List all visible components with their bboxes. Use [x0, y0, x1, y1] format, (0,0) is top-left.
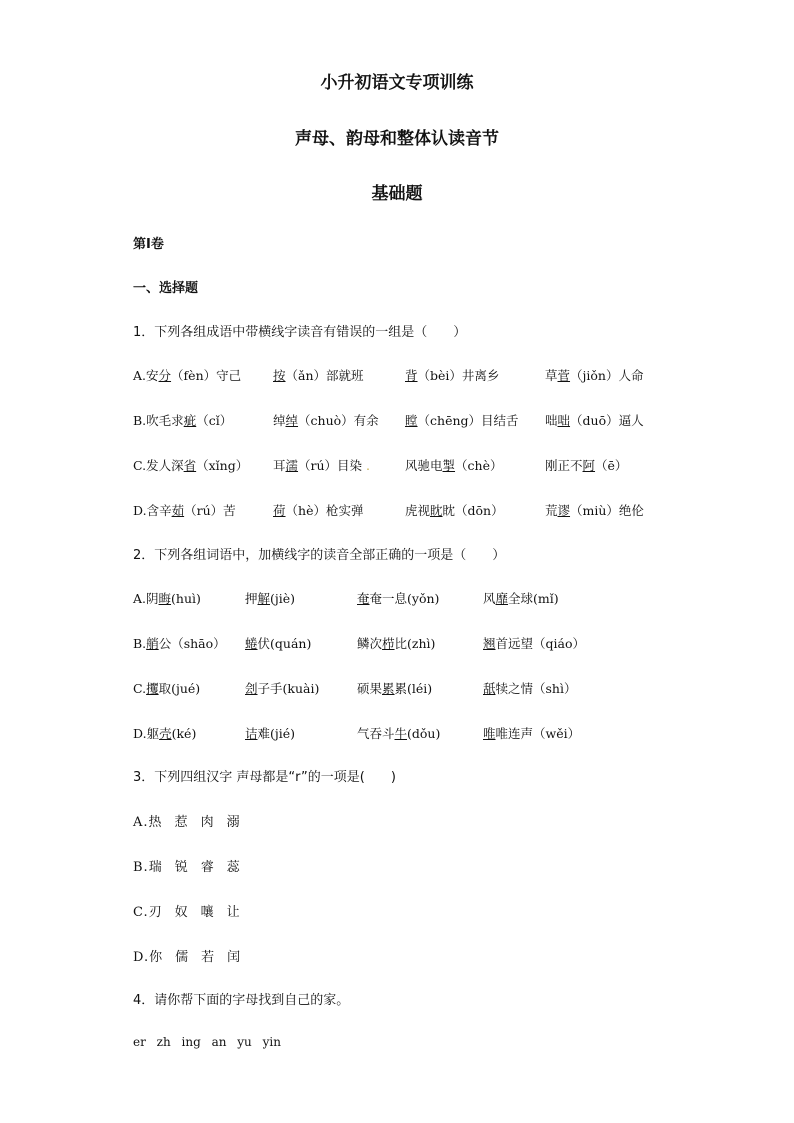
underlined-char: 刽: [245, 681, 258, 696]
option-label: B.: [133, 636, 147, 651]
option-char: 肉: [200, 815, 215, 830]
option-char: 溺: [226, 815, 241, 830]
q2-option-item: [357, 679, 432, 697]
question-1-stem: 1．下列各组成语中带横线字读音有错误的一组是（ ）: [133, 325, 467, 340]
item-text: 阴: [146, 591, 159, 606]
item-text: 耳: [273, 458, 286, 473]
q2-option-item: [245, 724, 295, 742]
q3-option-row: [133, 901, 253, 920]
option-label: C.: [133, 681, 147, 696]
item-pinyin: （ǎn）部就班: [285, 368, 364, 383]
underlined-char: 掣: [442, 458, 456, 473]
item-pinyin: （jiǒn）人命: [570, 368, 644, 383]
section-heading: 一、选择题: [133, 281, 199, 296]
q2-option-item: [357, 589, 439, 607]
item-pinyin: （chè）: [455, 458, 503, 473]
item-pinyin: 全球(mǐ): [508, 591, 559, 606]
item-pinyin: 奄一息(yǒn): [369, 591, 440, 606]
q2-option-row: [133, 724, 733, 744]
q1-option-item: [405, 411, 519, 429]
underlined-char: 靡: [495, 591, 509, 606]
item-pinyin: （rú）苦: [184, 503, 236, 518]
underlined-char: 分: [158, 368, 172, 383]
underlined-char: 绰: [285, 413, 299, 428]
underlined-char: 省: [183, 458, 197, 473]
option-char: 瑞: [148, 860, 163, 875]
q1-option-item: [273, 501, 363, 519]
q3-option-row: [133, 811, 253, 830]
option-label: B.: [133, 413, 147, 428]
q2-option-row: [133, 589, 733, 609]
option-char: 刃: [148, 905, 163, 920]
option-char: 锐: [174, 860, 189, 875]
underlined-char: 背: [405, 368, 418, 383]
item-text: 鳞次: [357, 636, 383, 651]
option-char: 若: [201, 950, 216, 965]
item-pinyin: （cǐ）: [196, 413, 233, 428]
stray-dot: .: [362, 458, 371, 473]
item-pinyin: 眈（dōn）: [442, 503, 504, 518]
item-pinyin: 比(zhì): [394, 636, 436, 651]
underlined-char: 眈: [430, 503, 443, 518]
option-char: 让: [226, 905, 241, 920]
item-pinyin: 子手(kuài): [257, 681, 320, 696]
item-pinyin: （bèi）井离乡: [417, 368, 500, 383]
item-text: 咄: [545, 413, 558, 428]
q3-option-row: [133, 946, 253, 965]
option-label: D.: [133, 726, 147, 741]
q1-option-item: [273, 411, 379, 429]
item-text: 气吞斗: [357, 726, 395, 741]
item-pinyin: （duō）逼人: [570, 413, 644, 428]
underlined-char: 奄: [357, 591, 370, 606]
option-label: A.: [133, 815, 149, 830]
q2-option-item: [483, 724, 580, 742]
q2-option-item: [483, 589, 559, 607]
underlined-char: 舐: [483, 681, 496, 696]
underlined-char: 艄: [146, 636, 159, 651]
item-text: 绰: [273, 413, 286, 428]
q1-option-item: [545, 411, 644, 429]
letter-list: er zh ing an yu yin: [133, 1035, 281, 1049]
item-pinyin: 难(jié): [257, 726, 296, 741]
item-pinyin: (huì): [171, 591, 201, 606]
underlined-char: 瞠: [405, 413, 418, 428]
option-label: D.: [133, 503, 147, 518]
item-text: 含辛: [146, 503, 172, 518]
underlined-char: 按: [273, 368, 286, 383]
option-char: 你: [149, 950, 164, 965]
item-text: 荒: [545, 503, 558, 518]
q2-option-item: [245, 634, 311, 652]
q1-option-row: [133, 456, 733, 476]
question-4-stem: 4．请你帮下面的字母找到自己的家。: [133, 993, 350, 1008]
underlined-char: 茹: [171, 503, 185, 518]
item-text: 风驰电: [405, 458, 443, 473]
doc-level: 基础题: [371, 184, 423, 204]
item-pinyin: 首远望（qiáo）: [495, 636, 585, 651]
q2-option-item: [483, 634, 585, 652]
underlined-char: 咄: [557, 413, 571, 428]
q1-option-row: [133, 501, 733, 521]
underlined-char: 疵: [183, 413, 197, 428]
item-pinyin: （fèn）守己: [171, 368, 242, 383]
q3-option-row: [133, 856, 253, 875]
q2-option-item: [357, 724, 440, 742]
item-pinyin: （xǐng）: [196, 458, 249, 473]
underlined-char: 累: [382, 681, 395, 696]
option-char: 奴: [174, 905, 189, 920]
q1-option-item: [405, 456, 502, 474]
option-char: 闰: [227, 950, 242, 965]
item-pinyin: 唯连声（wěi）: [495, 726, 581, 741]
item-pinyin: 伏(quán): [257, 636, 312, 651]
q1-option-row: [133, 366, 733, 386]
q2-option-row: [133, 679, 733, 699]
option-char: 蕊: [226, 860, 241, 875]
underlined-char: 解: [257, 591, 271, 606]
volume-heading: 第Ⅰ卷: [133, 237, 164, 252]
q2-option-item: [133, 634, 226, 652]
q2-option-item: [483, 679, 576, 697]
underlined-char: 阿: [582, 458, 596, 473]
item-pinyin: （rú）目染: [298, 458, 363, 473]
q1-option-item: [405, 501, 504, 519]
q1-option-item: [133, 366, 241, 384]
underlined-char: 唯: [483, 726, 496, 741]
item-text: 风: [483, 591, 496, 606]
item-pinyin: （ē）: [595, 458, 628, 473]
item-text: 吹毛求: [146, 413, 184, 428]
q1-option-item: [405, 366, 499, 384]
q1-option-item: [545, 456, 627, 474]
q1-option-item: [133, 501, 236, 519]
underlined-char: 翘: [483, 636, 496, 651]
underlined-char: 谬: [557, 503, 571, 518]
option-char: 儒: [175, 950, 190, 965]
underlined-char: 壳: [159, 726, 172, 741]
underlined-char: 荷: [273, 503, 286, 518]
q2-option-item: [133, 724, 196, 742]
underlined-char: 诘: [245, 726, 258, 741]
q2-option-item: [133, 679, 200, 697]
item-pinyin: （hè）枪实弹: [285, 503, 364, 518]
item-text: 安: [146, 368, 159, 383]
item-text: 躯: [146, 726, 160, 741]
item-pinyin: （chēng）目结舌: [417, 413, 519, 428]
q2-option-item: [133, 589, 201, 607]
q2-option-item: [357, 634, 435, 652]
underlined-char: 菅: [557, 368, 571, 383]
q1-option-item: [133, 456, 248, 474]
option-char: 睿: [200, 860, 215, 875]
item-pinyin: 累(léi): [394, 681, 433, 696]
option-label: D.: [133, 950, 150, 965]
underlined-char: 攫: [146, 681, 159, 696]
question-3-stem: 3．下列四组汉字 声母都是“r”的一项是( ): [133, 770, 396, 785]
underlined-char: 晦: [158, 591, 172, 606]
option-label: C.: [133, 458, 147, 473]
underlined-char: 栉: [382, 636, 395, 651]
doc-subtitle: 声母、韵母和整体认读音节: [295, 129, 499, 149]
underlined-char: 蜷: [245, 636, 258, 651]
item-text: 押: [245, 591, 258, 606]
question-2-stem: 2．下列各组词语中，加横线字的读音全部正确的一项是（ ）: [133, 548, 506, 563]
option-label: A.: [133, 368, 147, 383]
item-text: 虎视: [405, 503, 431, 518]
option-label: A.: [133, 591, 147, 606]
option-char: 热: [148, 815, 163, 830]
item-text: 草: [545, 368, 558, 383]
option-label: C.: [133, 905, 149, 920]
option-char: 嚷: [200, 905, 215, 920]
item-text: 刚正不: [545, 458, 583, 473]
item-pinyin: （miù）绝伦: [570, 503, 644, 518]
item-pinyin: 犊之情（shì）: [495, 681, 577, 696]
q1-option-item: [545, 501, 644, 519]
item-pinyin: (ké): [171, 726, 197, 741]
q1-option-item: [133, 411, 232, 429]
q1-option-item: [273, 366, 364, 384]
item-text: 硕果: [357, 681, 383, 696]
item-pinyin: 取(jué): [158, 681, 201, 696]
doc-title: 小升初语文专项训练: [320, 73, 474, 93]
underlined-char: 濡: [285, 458, 299, 473]
item-pinyin: (jiè): [270, 591, 296, 606]
q1-option-row: [133, 411, 733, 431]
q1-option-item: [273, 456, 370, 474]
option-char: 惹: [174, 815, 189, 830]
underlined-char: 牛: [394, 726, 408, 741]
item-pinyin: (dǒu): [407, 726, 441, 741]
q2-option-item: [245, 679, 319, 697]
item-pinyin: （chuò）有余: [298, 413, 379, 428]
q1-option-item: [545, 366, 643, 384]
item-pinyin: 公（shāo）: [158, 636, 226, 651]
q2-option-item: [245, 589, 295, 607]
q2-option-row: [133, 634, 733, 654]
item-text: 发人深: [146, 458, 184, 473]
option-label: B.: [133, 860, 149, 875]
